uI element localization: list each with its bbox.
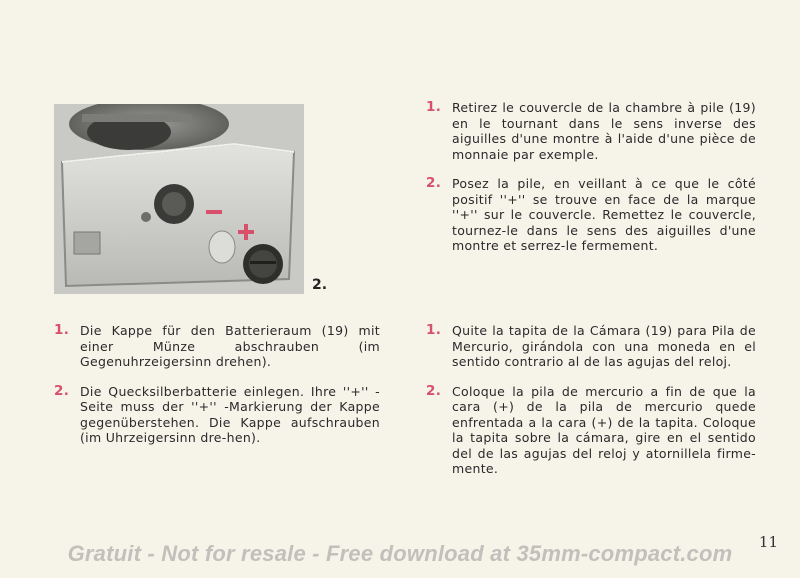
spanish-instructions <box>426 323 756 491</box>
step-text: Quite la tapita de la Cámara (19) para Pila de Mercurio, girándola con una moneda en el sentido contrario al de las agujas del reloj. <box>452 323 756 369</box>
step-number: 1. <box>426 322 442 338</box>
step-text: Retirez le couvercle de la chambre à pile (19) en le tournant dans le sens inverse des aiguilles d'une montre à l'aide d'une pièce de monnaie par exemple. <box>452 100 756 162</box>
list-item <box>54 323 380 370</box>
camera-illustration <box>54 104 304 294</box>
step-text: Coloque la pila de mercurio a fin de que la cara (+) de la pila de mercurio quede enfrentada a la cara (+) de la tapita. Coloque la tapita sobre la cámara, gire en el sentido del de las agujas del reloj y atornillela firme-mente. <box>452 383 756 476</box>
list-item <box>426 323 756 370</box>
camera-battery-photo <box>54 104 304 294</box>
step-number: 2. <box>426 175 442 191</box>
german-instructions <box>54 323 380 460</box>
list-item <box>426 176 756 254</box>
step-number: 1. <box>54 322 70 338</box>
figure-number: 2. <box>312 277 328 293</box>
step-number: 2. <box>426 382 442 399</box>
step-text: Die Quecksilberbatterie einlegen. Ihre ''+'' -Seite muss der ''+'' -Markierung der Kappe gegenüberstehen. Die Kappe aufschrauben (im Uhrzeigersinn dre-hen). <box>80 383 380 445</box>
list-item <box>426 100 756 162</box>
step-number: 2. <box>54 382 70 399</box>
step-text: Posez la pile, en veillant à ce que le côté positif ''+'' se trouve en face de la marque ''+'' sur le couvercle. Remettez le couvercle, tournez-le dans le sens des aiguilles d'une montre et serrez-le fermement. <box>452 176 756 253</box>
list-item <box>54 384 380 446</box>
page-number: 11 <box>758 533 778 551</box>
step-number: 1. <box>426 99 442 115</box>
step-text: Die Kappe für den Batterieraum (19) mit einer Münze abschrauben (im Gegenuhrzeigersinn drehen). <box>80 323 380 369</box>
french-instructions <box>426 100 756 268</box>
watermark: Gratuit - Not for resale - Free download at 35mm-compact.com <box>67 541 733 566</box>
list-item <box>426 384 756 477</box>
